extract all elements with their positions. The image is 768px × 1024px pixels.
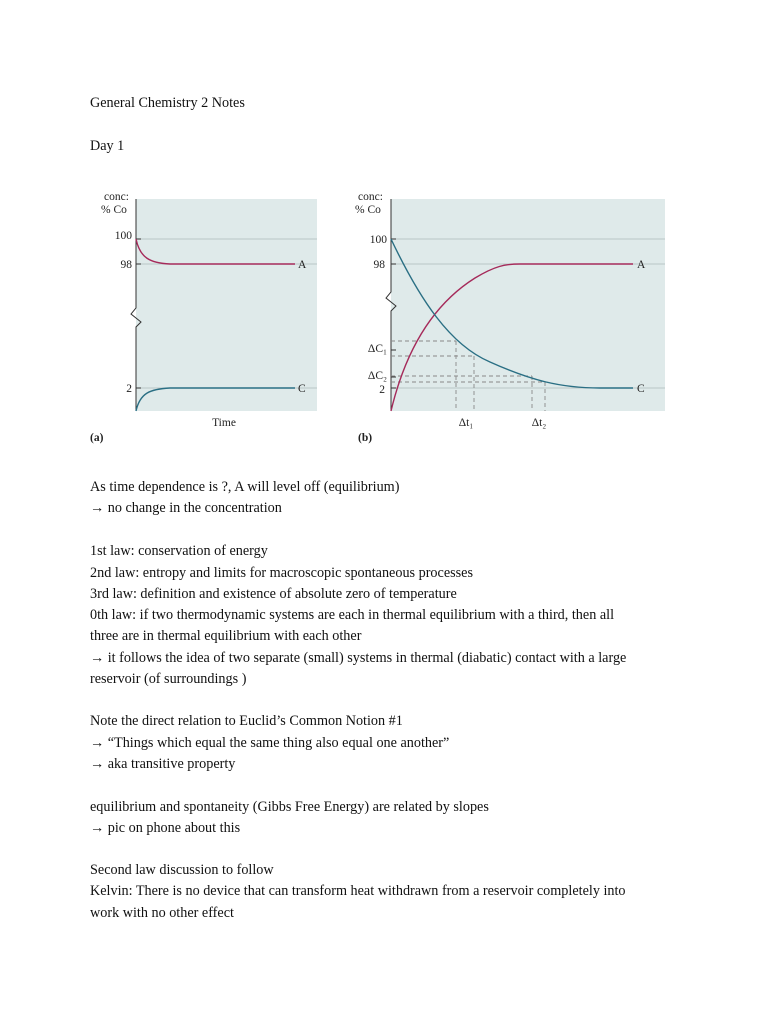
paragraph-line: → pic on phone about this: [90, 820, 241, 836]
concentration-figure: [0, 0, 768, 460]
series-label-A-panel-a: A: [298, 259, 307, 271]
paragraph-line: Kelvin: There is no device that can transform heat withdrawn from a reservoir completely into: [90, 883, 626, 899]
paragraph-line: → “Things which equal the same thing also equal one another”: [90, 735, 450, 751]
xlabel-time: Time: [212, 417, 236, 429]
ylabel-unit-a: % Co: [101, 204, 127, 216]
series-label-C-panel-b: C: [637, 383, 645, 395]
panel-label-b: (b): [358, 432, 373, 444]
annotation-delta-c2: ΔC₂: [367, 370, 387, 382]
paragraph-line: → it follows the idea of two separate (small) systems in thermal (diabatic) contact with a large: [90, 650, 627, 666]
annotation-delta-t1: Δt₁: [458, 417, 474, 429]
paragraph-line: 2nd law: entropy and limits for macroscopic spontaneous processes: [90, 565, 473, 581]
ytick-label-98-b: 98: [373, 259, 385, 271]
ylabel-conc-a: conc:: [104, 191, 129, 203]
paragraph-line: Second law discussion to follow: [90, 862, 274, 878]
annotation-delta-t2: Δt₂: [531, 417, 547, 429]
paragraph-line: 3rd law: definition and existence of absolute zero of temperature: [90, 586, 457, 602]
ylabel-unit-b: % Co: [355, 204, 381, 216]
paragraph-line: reservoir (of surroundings ): [90, 671, 247, 687]
chart-panel-b: [355, 191, 665, 444]
paragraph-line: Note the direct relation to Euclid’s Common Notion #1: [90, 713, 403, 729]
series-label-C-panel-a: C: [298, 383, 306, 395]
paragraph-line: work with no other effect: [90, 905, 234, 921]
plot-area-b: [391, 199, 665, 411]
panel-label-a: (a): [90, 432, 104, 444]
ytick-label-2-b: 2: [379, 384, 385, 396]
page-title: General Chemistry 2 Notes: [90, 95, 245, 111]
paragraph-line: three are in thermal equilibrium with each other: [90, 628, 362, 644]
paragraph-line: As time dependence is ?, A will level off (equilibrium): [90, 479, 400, 495]
paragraph-line: 1st law: conservation of energy: [90, 543, 268, 559]
plot-area-a: [136, 199, 317, 411]
ytick-label-2-a: 2: [126, 383, 132, 395]
ytick-label-98-a: 98: [120, 259, 132, 271]
series-label-A-panel-b: A: [637, 259, 646, 271]
day-label: Day 1: [90, 138, 125, 154]
paragraph-line: → no change in the concentration: [90, 500, 282, 516]
ytick-label-100-b: 100: [369, 234, 387, 246]
ylabel-conc-b: conc:: [358, 191, 383, 203]
paragraph-line: 0th law: if two thermodynamic systems are each in thermal equilibrium with a third, then all: [90, 607, 615, 623]
annotation-delta-c1: ΔC₁: [367, 343, 387, 355]
ytick-label-100-a: 100: [114, 230, 132, 242]
chart-panel-a: [90, 191, 317, 444]
paragraph-line: → aka transitive property: [90, 756, 236, 772]
paragraph-line: equilibrium and spontaneity (Gibbs Free Energy) are related by slopes: [90, 799, 489, 815]
